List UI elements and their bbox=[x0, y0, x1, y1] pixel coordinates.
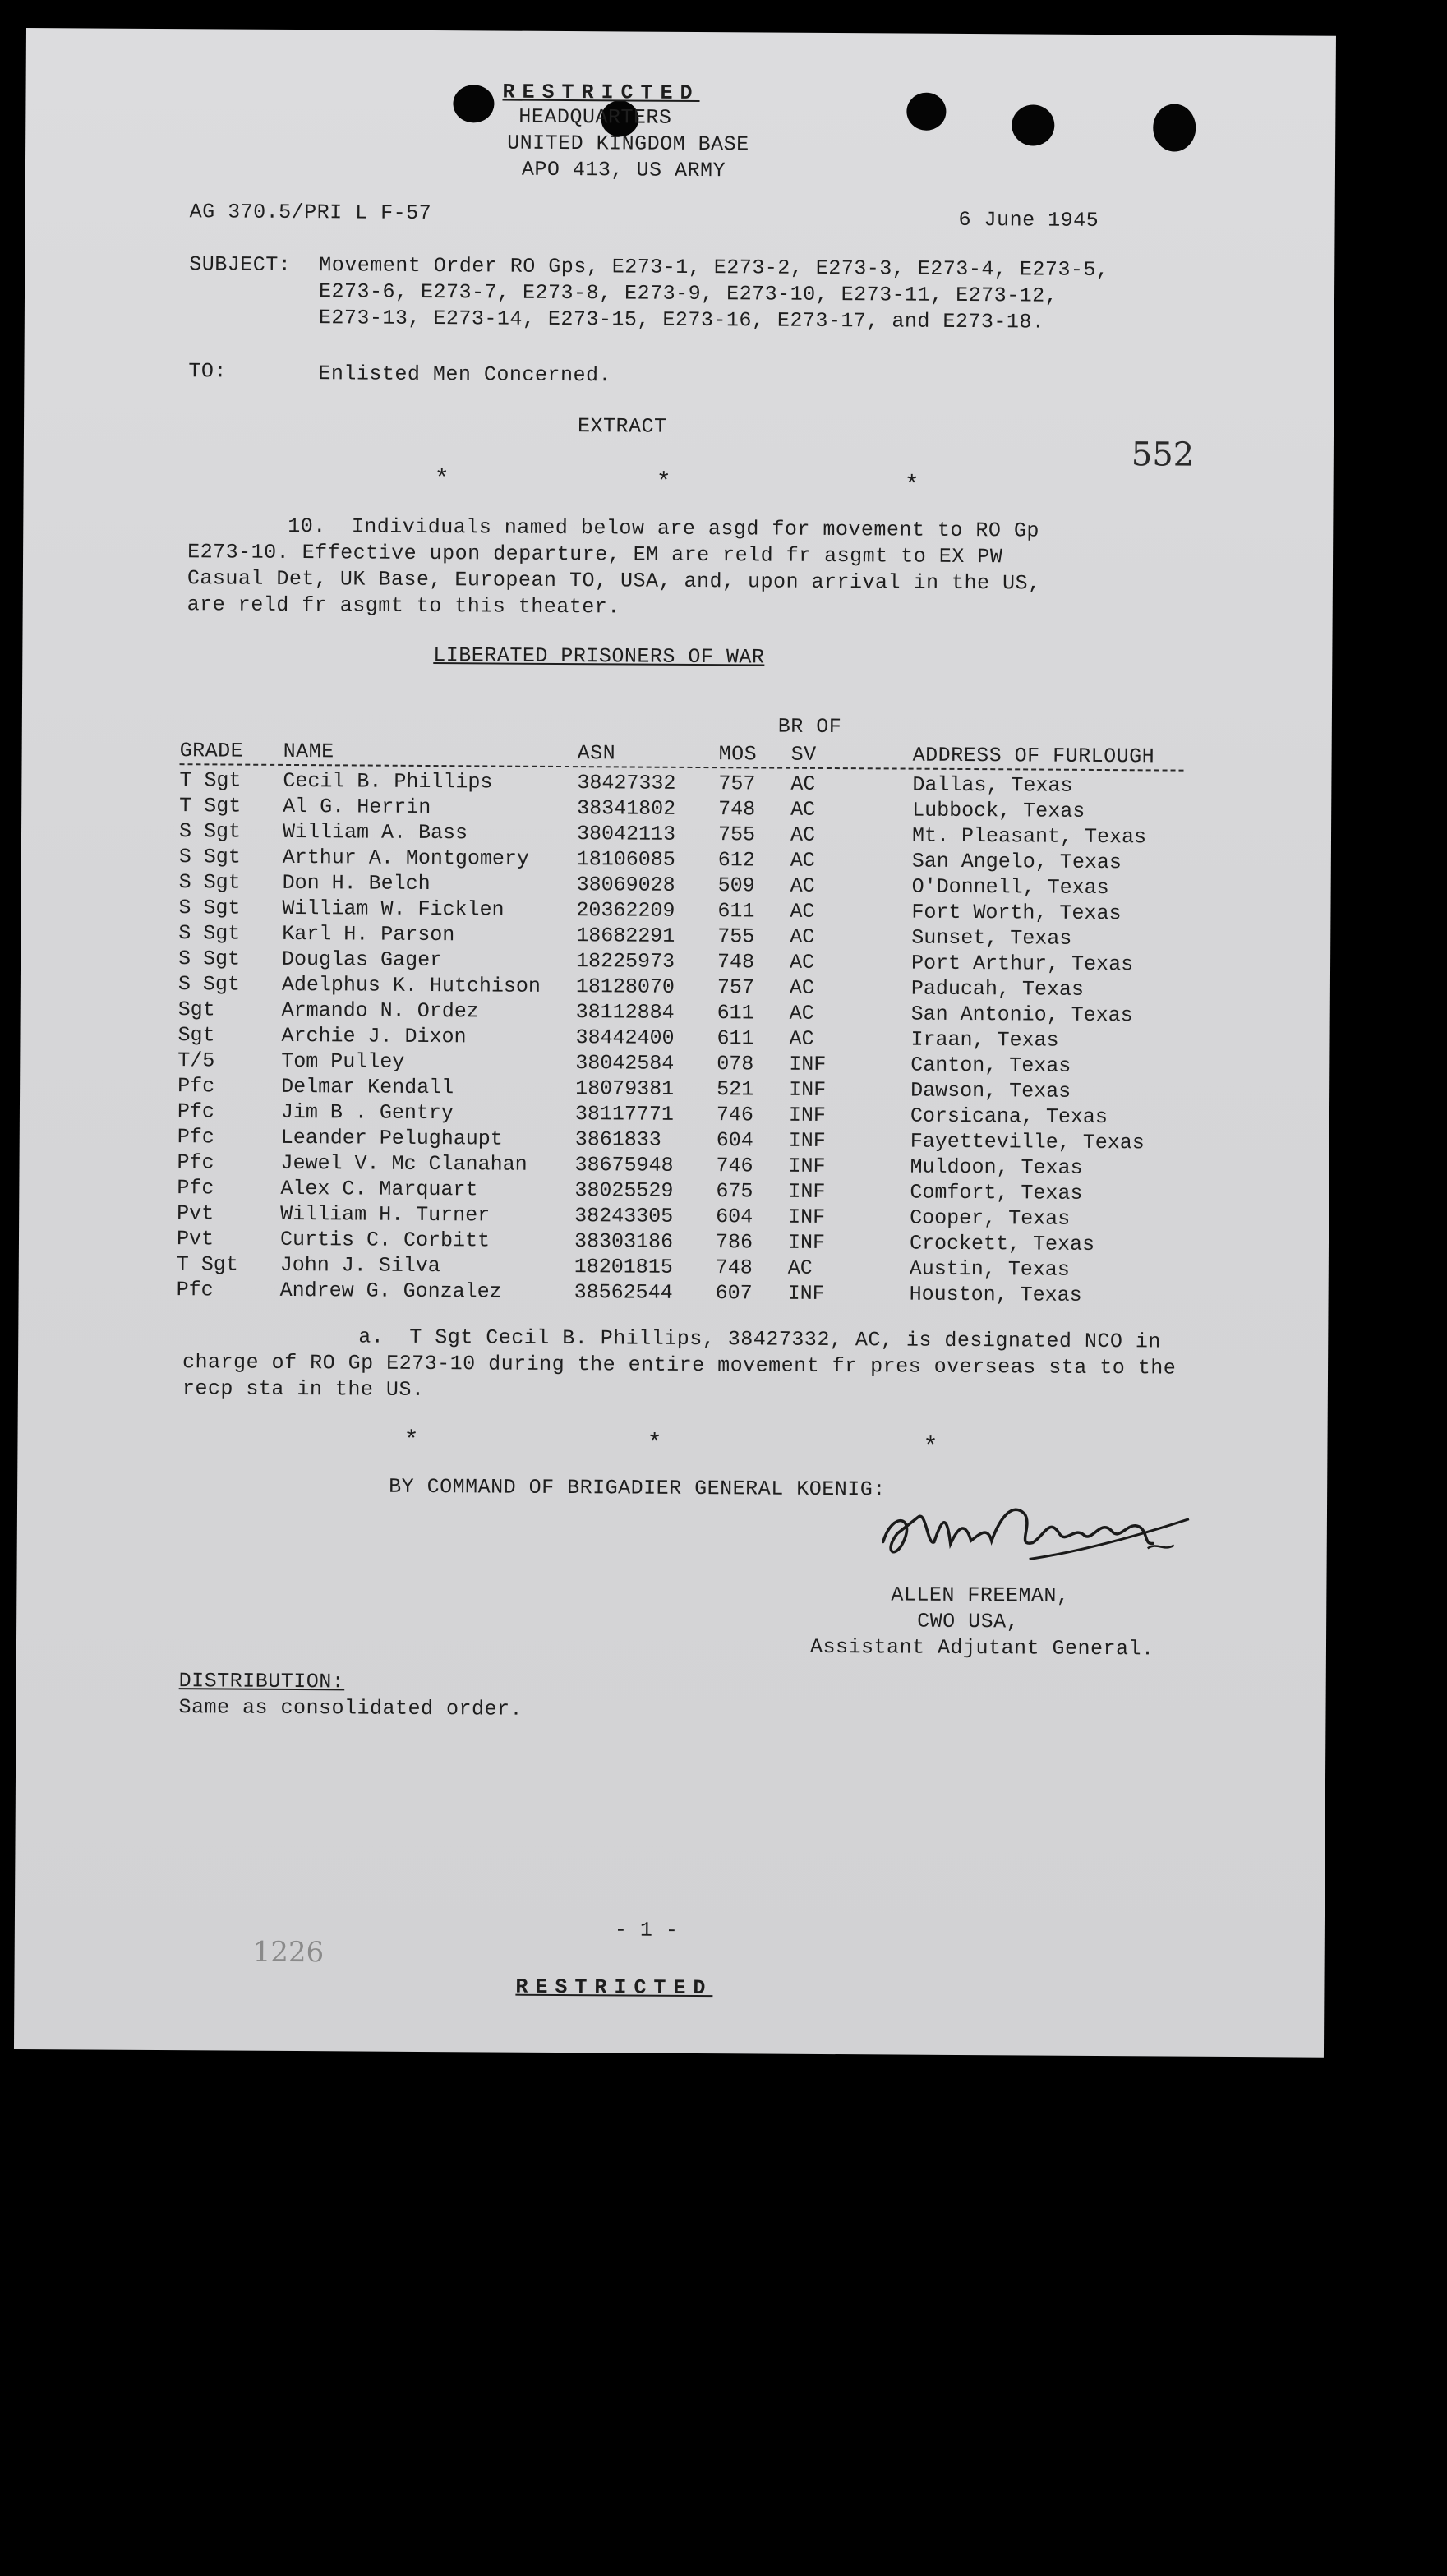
address-cell: Muldoon, Texas bbox=[910, 1154, 1083, 1180]
mos-cell: 611 bbox=[717, 1026, 754, 1051]
asn-cell: 38562544 bbox=[574, 1280, 673, 1305]
branch-cell: AC bbox=[790, 772, 816, 796]
apo-line: APO 413, US ARMY bbox=[521, 157, 726, 183]
column-header: MOS bbox=[718, 742, 758, 767]
asn-cell: 38117771 bbox=[574, 1102, 675, 1127]
asn-cell: 20362209 bbox=[576, 898, 675, 923]
asn-cell: 38112884 bbox=[575, 1000, 675, 1025]
grade-cell: Pfc bbox=[177, 1176, 214, 1200]
address-cell: Crockett, Texas bbox=[909, 1231, 1095, 1256]
name-cell: Don H. Belch bbox=[282, 870, 431, 896]
branch-cell: AC bbox=[790, 873, 815, 898]
asn-cell: 38243305 bbox=[574, 1204, 674, 1228]
name-cell: William H. Turner bbox=[280, 1201, 491, 1228]
signatory-rank: CWO USA, bbox=[917, 1609, 1020, 1634]
name-cell: Jim B . Gentry bbox=[280, 1099, 454, 1126]
grade-cell: S Sgt bbox=[178, 896, 241, 920]
signatory-title: Assistant Adjutant General. bbox=[809, 1634, 1154, 1661]
address-cell: Canton, Texas bbox=[910, 1053, 1071, 1078]
separator-star: * bbox=[647, 1430, 663, 1459]
mos-cell: 604 bbox=[716, 1205, 753, 1229]
name-cell: Leander Pelughaupt bbox=[280, 1125, 503, 1151]
grade-cell: Pfc bbox=[177, 1074, 215, 1099]
asn-cell: 18128070 bbox=[575, 975, 675, 999]
asn-cell: 38341802 bbox=[577, 796, 676, 821]
branch-cell: INF bbox=[789, 1077, 827, 1102]
address-cell: Cooper, Texas bbox=[910, 1205, 1071, 1231]
asn-cell: 3861833 bbox=[574, 1127, 661, 1152]
asn-cell: 38069028 bbox=[576, 873, 675, 897]
asn-cell: 38675948 bbox=[574, 1153, 674, 1177]
classification-top: RESTRICTED bbox=[502, 80, 700, 106]
address-cell: San Antonio, Texas bbox=[910, 1002, 1133, 1028]
mos-cell: 755 bbox=[717, 924, 755, 949]
asn-cell: 38442400 bbox=[575, 1025, 675, 1050]
distribution-label: DISTRIBUTION: bbox=[178, 1669, 345, 1694]
signatory-name: ALLEN FREEMAN, bbox=[891, 1583, 1070, 1608]
name-cell: Al G. Herrin bbox=[283, 794, 431, 820]
page-number: - 1 - bbox=[614, 1918, 679, 1942]
grade-cell: T Sgt bbox=[179, 794, 242, 818]
name-cell: Tom Pulley bbox=[281, 1048, 405, 1074]
name-cell: Archie J. Dixon bbox=[281, 1023, 467, 1049]
name-cell: William A. Bass bbox=[282, 819, 468, 846]
address-cell: Mt. Pleasant, Texas bbox=[911, 823, 1147, 850]
name-cell: Cecil B. Phillips bbox=[283, 768, 493, 795]
mos-cell: 755 bbox=[717, 823, 756, 847]
asn-cell: 38303186 bbox=[574, 1229, 674, 1254]
reference-number: AG 370.5/PRI L F-57 bbox=[189, 200, 432, 226]
mos-cell: 748 bbox=[717, 950, 755, 975]
address-cell: Sunset, Texas bbox=[911, 925, 1072, 951]
grade-cell: S Sgt bbox=[177, 947, 241, 971]
mos-cell: 748 bbox=[718, 797, 756, 822]
grade-cell: Pfc bbox=[177, 1099, 215, 1124]
grade-cell: Sgt bbox=[177, 998, 215, 1022]
column-header: SV bbox=[790, 742, 817, 767]
column-header: ASN bbox=[577, 741, 616, 766]
name-cell: Karl H. Parson bbox=[282, 921, 455, 947]
grade-cell: S Sgt bbox=[178, 921, 241, 946]
address-cell: San Angelo, Texas bbox=[911, 849, 1122, 875]
asn-cell: 18106085 bbox=[576, 847, 675, 872]
unit-line: UNITED KINGDOM BASE bbox=[507, 131, 749, 157]
grade-cell: T Sgt bbox=[179, 768, 242, 793]
address-cell: Comfort, Texas bbox=[910, 1180, 1083, 1205]
mos-cell: 611 bbox=[717, 1001, 754, 1025]
asn-cell: 38042113 bbox=[576, 822, 676, 846]
grade-cell: S Sgt bbox=[178, 819, 242, 844]
to-value: Enlisted Men Concerned. bbox=[318, 362, 612, 388]
punch-hole bbox=[1153, 104, 1196, 151]
mos-cell: 757 bbox=[718, 772, 756, 796]
branch-cell: INF bbox=[787, 1230, 826, 1255]
branch-cell: AC bbox=[789, 1001, 814, 1025]
address-cell: Paducah, Texas bbox=[910, 976, 1085, 1002]
name-cell: Jewel V. Mc Clanahan bbox=[280, 1150, 528, 1177]
paragraph-a-line: a. T Sgt Cecil B. Phillips, 38427332, AC, is designated NCO in bbox=[358, 1325, 1162, 1354]
separator-star: * bbox=[434, 466, 450, 495]
mos-cell: 746 bbox=[716, 1103, 754, 1127]
subject-line: E273-13, E273-14, E273-15, E273-16, E273-17, and E273-18. bbox=[318, 306, 1045, 334]
column-header: ADDRESS OF FURLOUGH bbox=[912, 743, 1155, 769]
branch-cell: AC bbox=[789, 1026, 814, 1051]
branch-cell: INF bbox=[788, 1179, 826, 1204]
document-page bbox=[14, 28, 1336, 2058]
mos-cell: 612 bbox=[717, 848, 755, 873]
column-header: GRADE bbox=[179, 739, 244, 763]
column-header: NAME bbox=[283, 739, 334, 764]
asn-cell: 18225973 bbox=[575, 949, 675, 974]
asn-cell: 18079381 bbox=[575, 1076, 675, 1101]
asn-cell: 18682291 bbox=[576, 924, 675, 948]
address-cell: Fort Worth, Texas bbox=[911, 900, 1122, 926]
branch-cell: AC bbox=[787, 1256, 813, 1280]
branch-cell: INF bbox=[788, 1205, 826, 1229]
subject-label: SUBJECT: bbox=[189, 252, 292, 277]
paragraph-a-line: charge of RO Gp E273-10 during the entire movement fr pres overseas sta to the bbox=[182, 1350, 1177, 1380]
name-cell: Delmar Kendall bbox=[281, 1074, 454, 1100]
grade-cell: Sgt bbox=[177, 1023, 215, 1048]
column-header-br-of: BR OF bbox=[777, 714, 842, 740]
punch-hole bbox=[453, 85, 494, 122]
separator-star: * bbox=[923, 1433, 939, 1462]
branch-cell: INF bbox=[789, 1052, 827, 1076]
name-cell: Arthur A. Montgomery bbox=[282, 845, 529, 871]
stamp-bottom: 1226 bbox=[252, 1935, 325, 1970]
mos-cell: 521 bbox=[717, 1077, 754, 1102]
punch-hole bbox=[906, 93, 946, 131]
grade-cell: S Sgt bbox=[177, 972, 240, 997]
branch-cell: INF bbox=[788, 1154, 826, 1178]
paragraph-10-line: Casual Det, UK Base, European TO, USA, and, upon arrival in the US, bbox=[187, 566, 1041, 596]
section-title: LIBERATED PRISONERS OF WAR bbox=[433, 643, 765, 670]
command-line: BY COMMAND OF BRIGADIER GENERAL KOENIG: bbox=[389, 1474, 886, 1502]
address-cell: O'Donnell, Texas bbox=[911, 874, 1109, 901]
branch-cell: INF bbox=[788, 1128, 826, 1153]
asn-cell: 38025529 bbox=[574, 1178, 674, 1203]
grade-cell: Pfc bbox=[177, 1125, 214, 1150]
grade-cell: Pvt bbox=[177, 1201, 214, 1226]
name-cell: John J. Silva bbox=[279, 1252, 440, 1279]
punch-hole bbox=[1012, 104, 1054, 145]
branch-cell: AC bbox=[790, 924, 815, 949]
branch-cell: AC bbox=[790, 797, 816, 822]
distribution-value: Same as consolidated order. bbox=[178, 1695, 523, 1721]
stamp-number: 552 bbox=[1131, 435, 1195, 474]
address-cell: Dallas, Texas bbox=[912, 772, 1073, 798]
paragraph-10-line: E273-10. Effective upon departure, EM are reld fr asgmt to EX PW bbox=[187, 540, 1003, 569]
separator-star: * bbox=[403, 1426, 420, 1455]
mos-cell: 746 bbox=[716, 1154, 753, 1178]
signature-image bbox=[869, 1468, 1198, 1576]
subject-line: Movement Order RO Gps, E273-1, E273-2, E273-3, E273-4, E273-5, bbox=[319, 253, 1109, 283]
mos-cell: 748 bbox=[715, 1256, 753, 1280]
branch-cell: AC bbox=[789, 950, 815, 975]
paragraph-10-line: 10. Individuals named below are asgd for movement to RO Gp bbox=[288, 514, 1040, 543]
name-cell: Andrew G. Gonzalez bbox=[279, 1278, 502, 1304]
name-cell: Adelphus K. Hutchison bbox=[281, 972, 541, 998]
grade-cell: T Sgt bbox=[176, 1252, 238, 1277]
asn-cell: 38042584 bbox=[575, 1051, 675, 1076]
name-cell: Alex C. Marquart bbox=[280, 1176, 478, 1202]
to-label: TO: bbox=[188, 359, 228, 384]
branch-cell: AC bbox=[790, 899, 815, 924]
name-cell: Curtis C. Corbitt bbox=[279, 1227, 491, 1253]
grade-cell: S Sgt bbox=[178, 870, 241, 895]
asn-cell: 18201815 bbox=[574, 1255, 673, 1279]
mos-cell: 757 bbox=[717, 975, 754, 1000]
address-cell: Houston, Texas bbox=[909, 1282, 1082, 1307]
mos-cell: 611 bbox=[717, 899, 755, 924]
address-cell: Iraan, Texas bbox=[910, 1027, 1059, 1053]
name-cell: Armando N. Ordez bbox=[281, 998, 479, 1024]
classification-bottom: RESTRICTED bbox=[515, 1975, 713, 2001]
name-cell: Douglas Gager bbox=[281, 947, 443, 973]
extract-label: EXTRACT bbox=[577, 414, 667, 439]
mos-cell: 509 bbox=[717, 873, 755, 898]
branch-cell: AC bbox=[789, 975, 814, 1000]
mos-cell: 786 bbox=[715, 1230, 753, 1255]
subject-line: E273-6, E273-7, E273-8, E273-9, E273-10, E273-11, E273-12, bbox=[318, 279, 1058, 308]
address-cell: Fayetteville, Texas bbox=[910, 1129, 1145, 1155]
address-cell: Port Arthur, Texas bbox=[910, 951, 1134, 977]
paragraph-a-line: recp sta in the US. bbox=[182, 1376, 425, 1402]
branch-cell: INF bbox=[788, 1103, 827, 1127]
mos-cell: 607 bbox=[715, 1281, 753, 1306]
branch-cell: INF bbox=[787, 1281, 825, 1306]
document-date: 6 June 1945 bbox=[958, 207, 1099, 233]
grade-cell: Pvt bbox=[176, 1227, 214, 1251]
grade-cell: Pfc bbox=[177, 1150, 214, 1175]
separator-star: * bbox=[656, 468, 672, 497]
address-cell: Dawson, Texas bbox=[910, 1078, 1071, 1104]
mos-cell: 078 bbox=[717, 1052, 754, 1076]
separator-star: * bbox=[904, 472, 920, 500]
address-cell: Austin, Texas bbox=[909, 1256, 1070, 1282]
address-cell: Lubbock, Texas bbox=[912, 798, 1085, 823]
asn-cell: 38427332 bbox=[577, 771, 676, 795]
name-cell: William W. Ficklen bbox=[282, 896, 505, 922]
branch-cell: AC bbox=[790, 823, 816, 847]
paragraph-10-line: are reld fr asgmt to this theater. bbox=[187, 592, 620, 620]
address-cell: Corsicana, Texas bbox=[910, 1104, 1108, 1130]
grade-cell: Pfc bbox=[176, 1278, 214, 1302]
grade-cell: S Sgt bbox=[178, 845, 241, 869]
hq-line: HEADQUARTERS bbox=[518, 104, 672, 130]
mos-cell: 604 bbox=[716, 1128, 753, 1153]
branch-cell: AC bbox=[790, 848, 815, 873]
grade-cell: T/5 bbox=[177, 1048, 215, 1073]
mos-cell: 675 bbox=[716, 1179, 753, 1204]
